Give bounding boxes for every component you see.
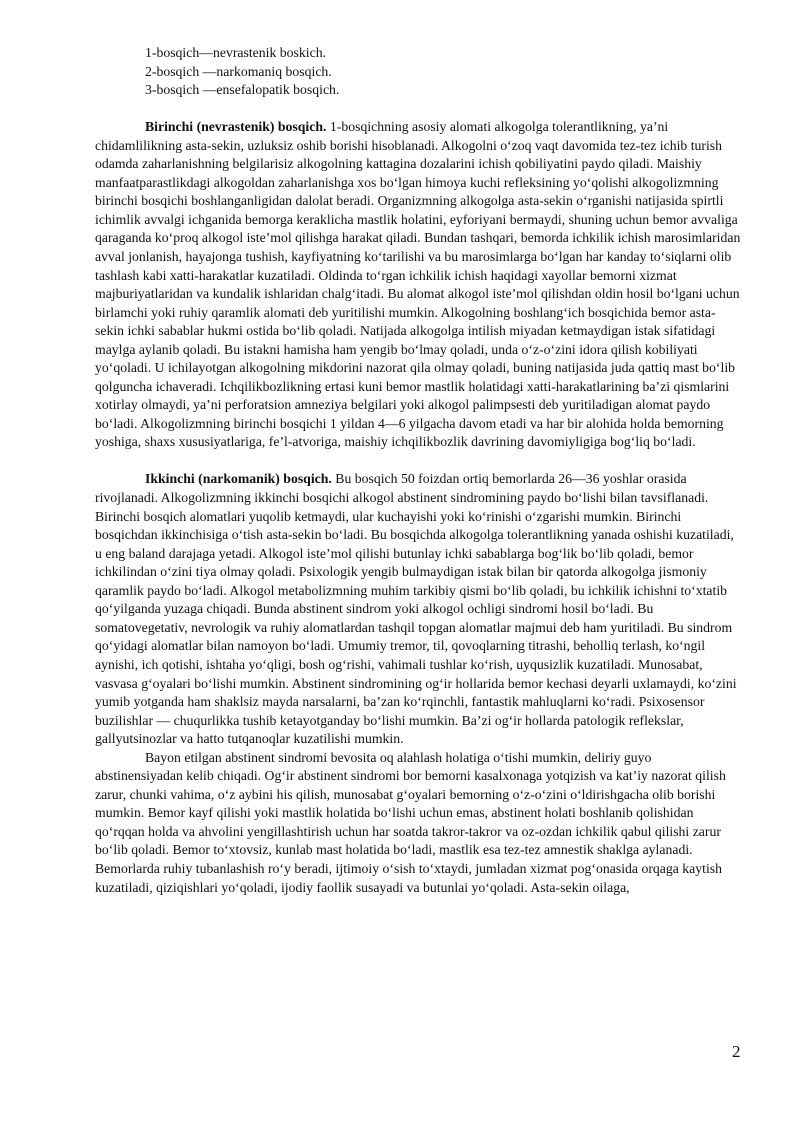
paragraph-stage-1-heading: Birinchi (nevrastenik) bosqich.: [145, 119, 327, 135]
paragraph-stage-1: [95, 118, 742, 452]
stage-list-item-3: 3-bosqich —ensefalopatik bosqich.: [145, 82, 340, 98]
paragraph-stage-1-text: 1-bosqichning asosiy alomati alkogolga tolerantlikning, ya’ni chidamlilikning asta-sekin, uzluksiz oshib borishi hisoblanadi. Alkogolni o‘zoq vaqt davomida tez-tez ichib turish odamda zaharlanishning belgilarisiz alkogolning kattagina dozalarini ichish qobiliyatini paydo qiladi. Maishiy manfaatparastlikdagi alkogoldan zaharlanishga xos bo‘lgan himoya kuchi refleksining yo‘qolishi alkogolizmning birinchi bosqichi boshlanganligidan dalolat beradi. Organizmning alkogolga asta-sekin o‘rganishi natijasida spirtli ichimlik avvalgi ichganida bemorga keraklicha mastlik holatini, eyforiyani bermaydi, shuning uchun bemor avvaliga qaraganda ko‘proq alkogol iste’mol qilishga harakat qiladi. Bundan tashqari, bemorda ichkilik ichish marosimlaridan avval jonlanish, hayajonga tushish, kayfiyatning ko‘tarilishi va bu marosimlarga bo‘lgan har kanday to‘siqlarni olib tashlash kabi xatti-harakatlar kuzatiladi. Oldinda to‘rgan ichkilik ichish haqidagi xayollar bemorni xizmat majburiyatlaridan va kundalik ishlaridan chalg‘itadi. Bu alomat alkogol iste’mol qilishdan oldin hosil bo‘lgani uchun birlamchi yoki ruhiy qaramlik alomati deb yuritilishi mumkin. Alkogolning boshlang‘ich bosqichida bemor asta-sekin ichki sabablar hukmi ostida bo‘lib qoladi. Natijada alkogolga intilish miyadan ketmaydigan istak sifatidagi maylga aylanib qoladi. Bu istakni hamisha ham yengib bo‘lmay qoladi, unda o‘z-o‘zini idora qilish kobiliyati yo‘qoladi. U ichilayotgan alkogolning mikdorini nazorat qila olmay qoladi, buning natijasida juda qattiq mast bo‘lib qolguncha ichaveradi. Ichqilikbozlikning ertasi kuni bemor mastlik holatidagi xatti-harakatlarining ba’zi qismlarini xotirlay olmaydi, ya’ni perforatsion amneziya belgilari yoki alkogol palimpsesti deb yuritiladigan alomat paydo bo‘ladi. Alkogolizmning birinchi bosqichi 1 yildan 4—6 yilgacha davom etadi va har bir alohida holda bemorning yoshiga, shaxs xususiyatlariga, fe’l-atvoriga, maishiy ichqilikbozlik davrining davomiyligiga bog‘liq bo‘ladi.: [95, 119, 741, 450]
stage-list-item-2: 2-bosqich —narkomaniq bosqich.: [145, 63, 332, 79]
paragraph-abstinent-syndrome: Bayon etilgan abstinent sindromi bevosita oq alahlash holatiga o‘tishi mumkin, deliriy guyo abstinensiyadan kelib chiqadi. Og‘ir abstinent sindromi bor bemorni kasalxonaga yotqizish va kat’iy nazorat qilish zarur, chunki vahima, o‘z aybini his qilish, munosabat g‘oyalari bemorning o‘z-o‘zini o‘ldirishgacha olib borishi mumkin. Bemor kayf qilishi yoki mastlik holatida bo‘lishi uchun emas, abstinent holati boshlanib qolishidan qo‘rqqan holda va ahvolini yengillashtirish uchun har soatda takror-takror va oz-ozdan ichkilik qabul qilishi zarur bo‘lib qoladi. Bemor to‘xtovsiz, kunlab mast holatida bo‘ladi, mastlik esa tez-tez amnestik shaklga aylanadi. Bemorlarda ruhiy tubanlashish ro‘y beradi, ijtimoiy o‘sish to‘xtaydi, jumladan xizmat pog‘onasida orqaga kaytish kuzatiladi, qiziqishlari yo‘qoladi, ijodiy faollik susayadi va butunlai yo‘qoladi. Asta-sekin oilaga,: [95, 749, 726, 895]
stage-list-item-1: 1-bosqich—nevrastenik boskich.: [145, 45, 327, 60]
paragraph-stage-2: [95, 470, 742, 748]
page-number: 2: [732, 1042, 741, 1061]
document-page: [95, 44, 742, 897]
paragraph-stage-2-text: Bu bosqich 50 foizdan ortiq bemorlarda 26—36 yoshlar orasida rivojlanadi. Alkogolizmning ikkinchi bosqichi alkogol abstinent sindromining paydo bo‘lishi bilan tavsiflanadi. Birinchi bosqich alomatlari yuqolib ketmaydi, ular kuchayishi yoki ko‘rinishi o‘zgarishi mumkin. Birinchi bosqichdan ikkinchisiga o‘tish asta-sekin bo‘ladi. Bu bosqichda alkogolga tolerantlikning yanada oshishi kuzatiladi, u eng baland darajaga yetadi. Alkogol iste’mol qilishi butunlay ichki sabablarga bog‘lik bo‘lib qoladi, bemor ichkilindan o‘zini tiya olmay qoladi. Psixologik yengib bulmaydigan istak bilan bir qatorda alkogolga jismoniy qaramlik paydo bo‘ladi. Alkogol metabolizmning muhim tarkibiy qismi bo‘lib qoladi, bu ichkilik ichishni to‘xtatib qo‘yilganda yuzaga chiqadi. Bunda abstinent sindrom yoki alkogol ochligi sindromi hosil bo‘ladi. Bu somatovegetativ, nevrologik va ruhiy alomatlardan tashqil topgan alomatlar majmui deb ham yuritiladi. Bu sindrom qo‘yidagi alomatlar bilan namoyon bo‘ladi. Umumiy tremor, til, qovoqlarning titrashi, beholliq terlash, ko‘ngil aynishi, ich qotishi, ishtaha yo‘qligi, bosh og‘rishi, vahimali tushlar ko‘rish, uyqusizlik kuzatiladi. Munosabat, vasvasa g‘oyalari bo‘lishi mumkin. Abstinent sindromining og‘ir hollarida bemor kechasi deyarli uxlamaydi, ko‘zini yumib yotganda ham shaklsiz mayda narsalarni, ba’zan ko‘rqinchli, fantastik mahluqlarni ko‘radi. Psixosensor buzilishlar — chuqurlikka tushib ketayotganday bo‘lishi mumkin. Ba’zi og‘ir hollarda patologik reflekslar, gallyutsinozlar va hatto tutqanoqlar kuzatilishi mumkin.: [95, 471, 737, 747]
paragraph-stage-2-heading: Ikkinchi (narkomanik) bosqich.: [145, 471, 332, 487]
